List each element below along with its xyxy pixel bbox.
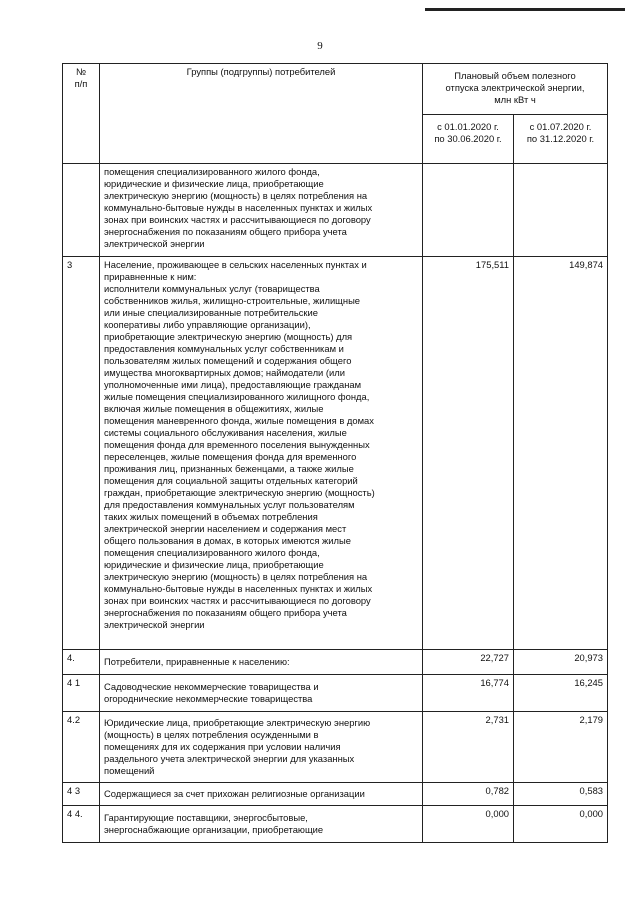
- row-value-h2: 0,583: [514, 783, 608, 806]
- row-value-h1: 0,000: [423, 806, 514, 843]
- row-value-h1: 22,727: [423, 650, 514, 675]
- row-value-h1: 175,511: [423, 257, 514, 650]
- row-number: 4 1: [63, 675, 100, 712]
- row-description: Потребители, приравненные к населению:: [100, 650, 423, 675]
- header-volume: Плановый объем полезного отпуска электрической энергии, млн кВт ч: [423, 64, 608, 115]
- row-description: Гарантирующие поставщики, энергосбытовые, энергоснабжающие организации, приобретающие: [100, 806, 423, 843]
- table-row: [63, 712, 608, 783]
- header-period-1: с 01.01.2020 г. по 30.06.2020 г.: [423, 115, 514, 164]
- row-number: [63, 164, 100, 257]
- row-value-h2: 16,245: [514, 675, 608, 712]
- row-description: Юридические лица, приобретающие электрическую энергию (мощность) в целях потребления осужденными в помещениях для их содержания при условии наличия раздельного учета электрической энергии для указанных помещений: [100, 712, 423, 783]
- table-row: [63, 675, 608, 712]
- row-value-h1: 2,731: [423, 712, 514, 783]
- row-number: 3: [63, 257, 100, 650]
- table-row: [63, 806, 608, 843]
- row-value-h2: 0,000: [514, 806, 608, 843]
- header-row: [63, 64, 608, 115]
- row-value-h1: [423, 164, 514, 257]
- table-row: [63, 650, 608, 675]
- header-group: Группы (подгруппы) потребителей: [100, 64, 423, 164]
- row-number: 4.: [63, 650, 100, 675]
- header-period-2: с 01.07.2020 г. по 31.12.2020 г.: [514, 115, 608, 164]
- row-value-h1: 0,782: [423, 783, 514, 806]
- row-value-h2: [514, 164, 608, 257]
- row-description: Население, проживающее в сельских населенных пунктах и приравненные к ним: исполнители коммунальных услуг (товарищества собственников жилья, жилищно-строительные, жилищные или иные специализированные потребительские кооперативы либо управляющие организации), приобретающие электрическую энергию (мощность) для предоставления коммунальных услуг собственникам и пользователям жилых помещений и содержания общего имущества многоквартирных домов; наймодатели (или уполномоченные ими лица), предоставляющие гражданам жилые помещения специализированного жилищного фонда, включая жилые помещения в общежитиях, жилые помещения маневренного фонда, жилые помещения в домах системы социального обслуживания населения, жилые помещения фонда для временного поселения вынужденных переселенцев, жилые помещения фонда для временного проживания лиц, признанных беженцами, а также жилые помещения для социальной защиты отдельных категорий граждан, приобретающие электрическую энергию (мощность) для предоставления коммунальных услуг пользователям таких жилых помещений в объемах потребления электрической энергии населением и содержания мест общего пользования в домах, в которых имеются жилые помещения специализированного жилого фонда, юридические и физические лица, приобретающие электрическую энергию (мощность) в целях потребления на коммунально-бытовые нужды в населенных пунктах и жилых зонах при воинских частях и рассчитывающиеся по договору энергоснабжения по показаниям общего прибора учета электрической энергии: [100, 257, 423, 650]
- row-value-h2: 2,179: [514, 712, 608, 783]
- row-number: 4.2: [63, 712, 100, 783]
- consumption-table: [62, 63, 608, 843]
- row-value-h1: 16,774: [423, 675, 514, 712]
- row-description: помещения специализированного жилого фонда, юридические и физические лица, приобретающие электрическую энергию (мощность) в целях потребления на коммунально-бытовые нужды в населенных пунктах и жилых зонах при воинских частях и рассчитывающиеся по договору энергоснабжения по показаниям общего прибора учета электрической энергии: [100, 164, 423, 257]
- table-row: [63, 257, 608, 650]
- page-number: 9: [317, 40, 323, 52]
- row-description: Содержащиеся за счет прихожан религиозные организации: [100, 783, 423, 806]
- top-rule: [425, 8, 625, 11]
- row-number: 4 4.: [63, 806, 100, 843]
- row-value-h2: 20,973: [514, 650, 608, 675]
- row-description: Садоводческие некоммерческие товарищества и огороднические некоммерческие товарищества: [100, 675, 423, 712]
- header-num: № п/п: [63, 64, 100, 164]
- table-row: [63, 164, 608, 257]
- row-value-h2: 149,874: [514, 257, 608, 650]
- row-number: 4 3: [63, 783, 100, 806]
- table-row: [63, 783, 608, 806]
